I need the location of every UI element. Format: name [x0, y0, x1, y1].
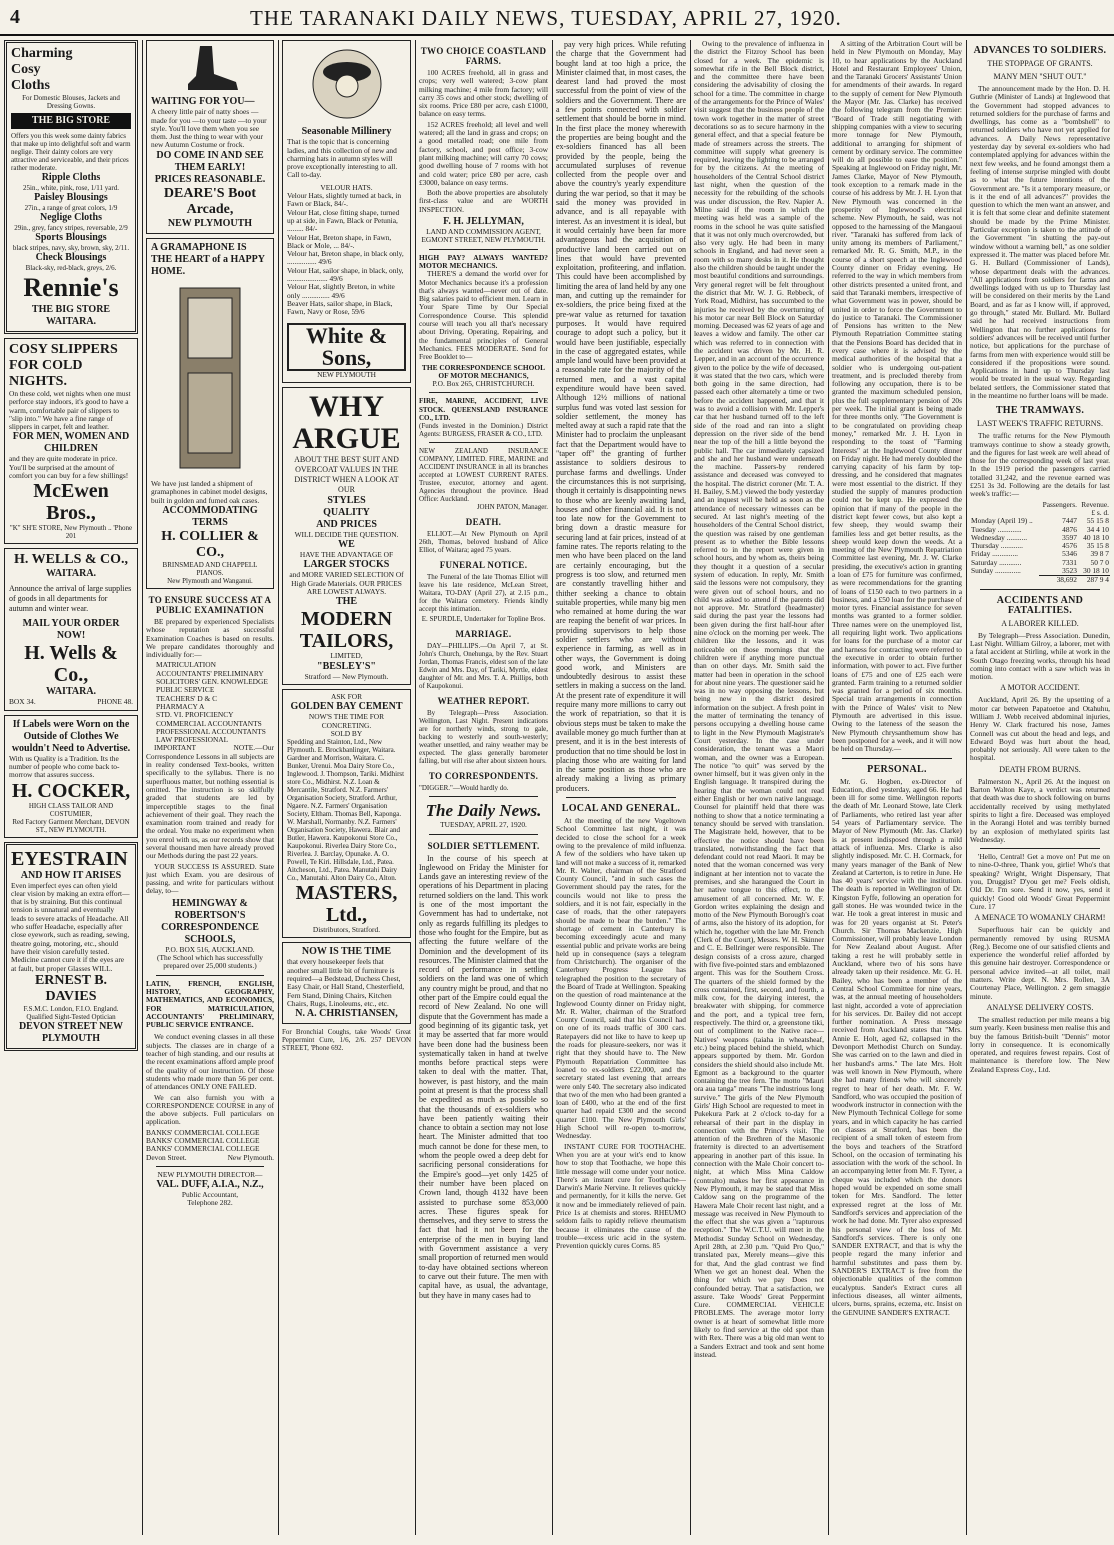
- analyse-text: The smallest reduction per mile means a big sum yearly. Keen business men realise this and buy the famous British-built "Dennis" motor lorry in consequence. It is economically operated, and requires fewest repairs. Cost of maintenance is therefore low. The New Zealand Express Coy., Ltd.: [970, 1014, 1110, 1074]
- column-7: [832, 40, 962, 1535]
- issue-date: TUESDAY, APRIL 27, 1920.: [440, 820, 527, 830]
- wells-brand-2: H. Wells & Co.,: [24, 642, 118, 687]
- correspondents-head: TO CORRESPONDENTS.: [428, 771, 539, 782]
- correspondents-text: "DIGGER."—Would hardly do.: [419, 784, 509, 793]
- exam-item: ACCOUNTANTS' PRELIMINARY: [156, 668, 264, 678]
- banks-line: BANKS' COMMERCIAL COLLEGE: [146, 1144, 260, 1154]
- local-general-head: LOCAL AND GENERAL.: [561, 803, 681, 815]
- cement-list: Spedding and Stainton, Ltd., New Plymouth. E. Brockbanlinger, Waitara. Gardner and Morrison, Waitara. C. Bunker, Urenui. Moa Dairy Store Co., Inglewood. J. Thompson, Tariki. Midhirst store Co., Midhirst. N.Z. Loan & Mercantile, Stratford. N.Z. Farmers' Organisation Society, Stratford. Arthur, Ngaere. N.Z. Farmers' Organisation Society, Eltham. Thomas Bell, Kaponga. W. Marshall, Normanby. N.Z. Farmers' Organisation Society, Hawera. Blair and Butler, Hawera. Kaupokonui Store Co., Kaupokonui. Riverlea Dairy Store Co., Riverlea. J. Barclay, Opunake. A. O. Powell, Te Kiri. Hillsdale, Ltd., Patea. Aitcheson, Ltd., Patea. Manutahi Dairy Co., Manutahi. Alton Dairy Co., Alton.: [287, 738, 405, 883]
- traffic-table: [970, 501, 1110, 585]
- velour-list: [287, 192, 406, 316]
- cell: 34 4 10: [1086, 524, 1109, 534]
- divider: [429, 796, 538, 797]
- page-number: 4: [10, 6, 20, 28]
- queensland-sub: (Funds invested in the Dominion.) District Agents: BURGESS, FRASER & CO., LTD.: [419, 422, 548, 439]
- col3-footer: For Bronchial Coughs, take Woods' Great Peppermint Cure, 1/6, 2/6. 257 DEVON STREET, 'Phone 692.: [282, 1028, 411, 1053]
- millinery-text: That is the topic that is concerning ladies, and this collection of new and charming hats in autumn styles will prove exceptionally interesting to all. Call to-day.: [287, 137, 398, 180]
- cell: Monday (April 19) ..: [971, 516, 1033, 526]
- velour-head: VELOUR HATS.: [320, 182, 373, 192]
- eyestrain-sub: AND HOW IT ARISES: [20, 869, 122, 881]
- local-continued-2: A sitting of the Arbitration Court will be held in New Plymouth on Monday, May 10, to hear applications by the Auckland Hotel and Restaurant Employees' Union, and the Taranaki Grocers' Assistants' Union for amendments of their awards. In regard to the supply of cement for New Plymouth the Mayor (Mr. Jas. Clarke) has received the following telegram from the Premier: "Board of Trade still negotiating with shipping companies with a view to securing more tonnage for New Plymouth, additional to arranging for shipment of cement by ordinary service. The committee will do all possible to ease the position." Speaking at Inglewood on Friday night, Mr. James Clarke, Mayor of New Plymouth, took exception to a remark made in the course of his address by Mr. J. H. Lyon that New Plymouth was concerned in the prosperity of Inglewood's electrical scheme. New Plymouth, he said, was not opposed to the harnessing of the Mangaoui river. "Taranaki has suffered from lack of unity among its members of Parliament," remarked Mr. R. G. Smith, M.P., in the course of a short speech at the Inglewood County dinner on Friday evening. He referred to the way in which members from other districts presented a united front, and said that Taranaki members, irrespective of what Government was in power, should be united in order to force the Government to do justice to Taranaki. The Commissioner of Pensions has written to the New Plymouth Repatriation Committee stating that the Pensions Board has decided that in every case where it is advised by the medical authorities of the hospital that a soldier who is undergoing out-patient treatment, and is precluded thereby from following any occupation, there is to be granted the maximum scheduled pension, plus the full supplementary pension of 20s per week. The initial grant is being made for three months only. "The Government is to be congratulated on providing cheap money," remarked Mr. J. H. Lyon in responding to the toast of "Farming Interests" at the Inglewood County dinner on Friday night. He had merely doubled the carrying capacity of his farm by top-dressing, and he considered that magnates were most essential to the district. If they studied the supply of manures production could not be kept up. He expressed the opinion that if many of the people in the district kept fewer cows, but also kept a few sheep, they would swamp their families less and get better results, as the sheep would keep down the weeds. At a meeting of the New Plymouth Repatriation Committee last evening, Mr. J. W. Clarke presiding, the executive's action in granting a loan of £75 for furniture was confirmed, as were recommendations for the granting of loans of £150 each to two partners in a business, and a £50 loan for the purchase of motor tyres. Financial assistance for seven months was granted to a former soldier. Three names were on the unemployed list, all requiring light work. Two applications for loans for the purchase of a motor car and harness for contracting were referred to the executive in order to obtain further information, with power to act. Five further loans of £75 and one of £25 each were granted. Farm training to a returned soldier was granted for a period of six months. Special train arrangements in connection with the Prince of Wales' visit to New Plymouth are advertised in this issue. Owing to the lateness of the season the New Plymouth chrysanthemum show has been postponed for a week, and it will now be held on Thursday.—: [832, 40, 962, 754]
- menace-text: Superfluous hair can be quickly and permanently removed by using RUSMA (Reg.). Become one of our satisfied clients and experience the wonderful relief afforded by this genuine hair destroyer. Correspondence or personal advice invited—at all toilet, mail matters. Write dept. N. Mrs. Rollen, 3A Courtenay Place, Wellington. 2 gem smaggie minute.: [970, 925, 1110, 1001]
- item-desc: Black-sky, red-black, greys, 2/6.: [25, 264, 117, 272]
- cell: Wednesday ...........: [971, 532, 1028, 542]
- tramways-head: THE TRAMWAYS.: [995, 405, 1085, 417]
- waiting-text: A cheery little pair of natty shoes —made for you —to your taste —to your style. You'll love them when you see them. Just the thing to wear with your new Autumn Costume or frock.: [151, 107, 267, 150]
- farm-1: 100 ACRES freehold, all in grass and crops; very well watered; 3-cow plant milking machine; 4 mile from factory; will carry 35 cows and other stock; dwelling of six rooms. Price £80 per acre, cash £1000, balance on easy terms.: [419, 68, 548, 119]
- masters-sub: Distributors, Stratford.: [312, 925, 381, 935]
- tailors: TAILORS,: [299, 630, 394, 653]
- collier-brand: H. COLLIER & CO.,: [161, 528, 259, 560]
- besley: "BESLEY'S": [317, 660, 376, 672]
- analyse-head: ANALYSE DELIVERY COSTS.: [986, 1002, 1094, 1012]
- duff-tel: Telephone 282.: [187, 1198, 233, 1208]
- cell: 38,692: [1039, 576, 1078, 585]
- personal-head: PERSONAL.: [867, 763, 927, 775]
- duff-name: VAL. DUFF, A.I.A., N.Z.,: [156, 1179, 264, 1191]
- corr-box: P.O. Box 265, CHRISTCHURCH.: [432, 379, 535, 389]
- rennie-town: WAITARA.: [45, 316, 97, 327]
- wells-box: BOX 34.: [9, 697, 36, 707]
- column-8: [970, 40, 1110, 1535]
- undertaker: E. SPURDLE, Undertaker for Topline Bros.: [421, 615, 546, 624]
- funeral-head: FUNERAL NOTICE.: [439, 560, 528, 571]
- town: New Plymouth.: [227, 1152, 274, 1162]
- peppermint-verse: 'Hello, Central! Get a move on! Put me on to nine-O-three, Thank you, girlie! Who's that speaking? Wright, Wright Dispensary, That you, Druggist? D'you get me? Feels oldish, Old Dr. I'm sore. Send it now, yes, send it quickly! Good old Woods' Great Peppermint Cure. 17: [970, 852, 1110, 911]
- why: WHY: [309, 389, 384, 423]
- divider: [156, 975, 264, 976]
- modern: MODERN: [300, 608, 393, 631]
- heming-box: P.O. BOX 516, AUCKLAND.: [165, 944, 255, 954]
- christiansen-ad: [282, 942, 411, 1024]
- boot-icon: [180, 44, 240, 94]
- divider: [429, 392, 538, 393]
- collier-towns: New Plymouth and Wanganui.: [167, 576, 253, 585]
- divider: [842, 758, 952, 759]
- slippers-text: On these cold, wet nights when one must perforce stay indoors, it's good to have a warm, comfortable pair of slippers to "slip into." We have a fine range of slippers in carpet, felt and leather.: [9, 389, 131, 432]
- cell: 3523: [1062, 566, 1077, 576]
- exam-item: PROFESSIONAL ACCOUNTANTS: [156, 726, 266, 736]
- soldier-continued: pay very high prices. While refuting the charge that the Government had bought land at too high a price, the Minister claimed that, in most cases, the dearest land had proved the most successful from the point of view of the soldiers and the Government. There are a few points connected with soldier settlement that should be borne in mind. In the first place the money wherewith the properties are being bought and the ex-soldiers financed has all been provided by the people, being the accumulated surpluses of revenue collected from the people over and above the country's yearly expenditure during the war period, so that it may be said the money was provided in advance, and is all repayable with interest. As an investment it is ideal, but it would certainly have been far more advantageous had the acquisition of productive land been carried out on lines that would have prevented exploitation, profiteering, and inflation. This could have been accomplished by limiting the area of land held by any one man, and cutting up the remainder for ex-soldiers, the price being fixed at the pre-war value as returned for taxation purposes. It would have required courage to adopt such a policy, but it would have been justifiable, especially in the case of aggregated estates, while ample land would have been provided at a reasonable rate for the majority of the returned men, and a vast capital expenditure would have been saved. Although 12½ millions of national surplus fund was voted last session for soldier settlement, the money has melted away at such a rapid rate that the Minister had to proclaim the unpleasant fact that the Department would have to "taper off" the granting of further assistance to soldiers desirous to purchase farms and dwellings. Under the circumstances this is not surprising, though it certainly is disappointing news to those who are keenly awaiting land, houses and other financial aid. It is not too late now for the Government to bring down a drastic measure for securing land at fair prices, instead of at famine rates. The reports relating to the men who have been placed on the land are certainly encouraging, but the progress is too slow, and returned men are constantly travelling hither and thither seeking a chance to obtain suitable properties, while many big men who remained at home during the war are reaping the benefit of war prices. In providing supervisors to help those soldier settlers who are without experience in farming, as well as in other ways, the Government is doing good work, and Ministers are undoubtedly desirous to assist these settlers in making a success on the land. At the present rate of expenditure it will require many more millions to carry out the work of repatriation, so that it is obvious steps must be taken to make the available money go much further than at present, and it is in the best interests of production that no time should be lost in placing those who are waiting for land in the same position as those who are already making a living as primary producers.: [556, 40, 686, 793]
- item-name: Ripple Cloths: [41, 172, 101, 183]
- ad-subtext: For Domestic Blouses, Jackets and Dressing Gowns.: [22, 94, 120, 110]
- col-header: Revenue.: [1081, 499, 1109, 509]
- jellyman: F. H. JELLYMAN,: [443, 216, 524, 228]
- nz-manager: JOHN PATON, Manager.: [476, 503, 548, 512]
- cocker-sub: HIGH CLASS TAILOR AND COSTUMIER,: [28, 801, 114, 818]
- column-1: [4, 40, 138, 1535]
- deare-town: NEW PLYMOUTH: [167, 217, 253, 229]
- acc3-text: Palmerston N., April 26. At the inquest on Barton Walton Kaye, a verdict was returned that death was due to shock following on burns accidentally received by using methylated spirits to light a fire. Deceased was employed in the Aorangi Hotel and was terribly burned by an explosion of methylated spirits last Wednesday.: [970, 776, 1110, 844]
- slippers-more: and they are quite moderate in price. You'll be surprised at the amount of comfort you can buy for a few shillings!: [9, 454, 129, 481]
- death-text: ELLIOT.—At New Plymouth on April 26th, Thomas, beloved husband of Alice Elliot, of Waitara; aged 75 years.: [419, 530, 548, 555]
- personal-text: Mr. G. Hogben, ex-Director of Education, died yesterday, aged 66. He had been ill for some time. Wellington reports the death of Mr. Leonard Stowe, late Clerk of Parliaments, who retired last year after 54 years of Parliamentary service. The Mayor of New Plymouth (Mr. Jas. Clarke) is at present indisposed through a mild attack of influenza. Mrs. Clarke is also slightly indisposed. Mr. C. H. Cormack, for many years manager of the Bank of New Zealand at Carterton, is to retire in June. He has 40 years' service with the institution. The death is reported in Wellington of Dr. Kingston Fyffe, following an operation for gall stones. He was wounded twice in the war. He took a great interest in music and was for 20 years organist at St. Peter's Church. Sir Thomas Mackenzie, High Commissioner, will probably leave London for New Zealand about August. After taking a rest he will probably settle in Auckland, where two of his sons have already taken up their residence. Mr. G. H. Bailey, who has been a member of the Central School Committee for nine years, was, at the annual meeting of householders last night, accorded a vote of appreciation for his services. Dr. Bailey did not accept further nomination. A Press message received from Auckland states that "Mrs. Annie E. Holt, aged 62, collapsed in the Devonport Methodist Church on Sunday. She was carried on to the lawn and died in her husband's arms." The late Mrs. Holt was well known in New Plymouth, where she had many friends who will sincerely regret to hear of her death. Mr. F. W. Sandford, who was occupied the position of woodwork instructor in connection with the New Plymouth Technical College for some years, and in which capacity he has carried on classes at Stratford, has been the recipient of a small token of esteem from the boys and teachers of the Stratford School, on the occasion of terminating his association with the work of the school. In an accompanying letter from Mr. F. Tyrer, a cheque was included which the donors hoped would be expended on some small token for Mrs. Sandford. The letter expressed regret at the loss of Mr. Sandford's services and appreciation of the work he had done. Mr. Tyrer also expressed his personal view of the loss of Mr. Sandford's services. There is only one SANDER EXTRACT, and that is why the people regard the many inferior and harmful substitutes and pass them by. SANDER'S EXTRACT is free from the objectionable qualities of the common eucalyptus. Sander's Extract cures all infectious diseases, all winter ailments, ulcers, burns, sprains, eczema, etc. Insist on the GENUINE SANDER'S EXTRACT.: [832, 776, 962, 1317]
- big-store-banner: THE BIG STORE: [11, 113, 131, 129]
- marriage-head: MARRIAGE.: [455, 629, 512, 640]
- item-name: Neglige Cloths: [40, 212, 102, 223]
- local-continued: Owing to the prevalence of influenza in the district the Fitzroy School has been closed for a week. The epidemic is somewhat rife in the Bell Block district, and the committee there have been considering the advisability of closing the school for a time. The committee in charge of the arrangements for the Prince of Wales' visit suggest that the business people of the town work together in the matter of street decorations so as to secure harmony in the general effect, and that a special feature be made of streamers across the streets. The committee will supply what greenery is required, leaving the lighting to be arranged for by the citizens. At the meeting of householders of the Central School district last night, when the question of the necessity for the rebuilding of the schools was under discussion, the Rev. Napier A. Milne said if the room in which the meeting was held was a sample of the rooms in the school he was quite satisfied that it was not only much overcrowded, but also very ugly. He had been in many schools in England, and had never seen a room with so many desks in it. He thought also the children should be taught under the most beautiful conditions and surroundings. Very general regret will be felt throughout the district that Mr. W. J. G. Rebbeck, of York Road, Midhirst, has succumbed to the injuries he received by the overturning of his motor car near Bell Block on Saturday morning. Deceased was 62 years of age and leaves a widow and family. The other car which was referred to in connection with the accident was driven by Mr. H. R. Lepper, and in an account of the occurrence given to the police by the wife of deceased, it was stated that the two cars, which were both going in the same direction, had passed each other alternately a time or two before the accident happened, and that it was to avoid a collision with Mr. Lepper's car that her husband turned off to the left side of the road and ran into a slight depression on the river side of the bend near the top of the hill a little beyond the public hall. The car immediately capsized and she and her husband were underneath the machine. Passers-by rendered assistance and deceased was conveyed to the hospital. The district coroner (Mr. T. A. H. Bailey, S.M.) viewed the body yesterday and an inquest will be held as soon as the attendance of necessary witnesses can be secured. At last night's meeting of the householders of the Central School district, the question was raised by one gentleman present as to whether the Bible lessons referred to in the report were given in school hours, and by whom as, theirs being they thought it a question of a secular system of education. In reply, Mr. Smith said the lessons were not compulsory, they were given out of school hours, and no child was asked to attend if the parents did not approve. Mr. Stratford (headmaster) said during the past year the lessons had been given during the first half-hour after nine o'clock on the morning per week. The children like the lessons, and it was noticeable on those mornings that the children were if anything more punctual than on other days. Mr. Smith said the matter had been in operation in the school for about nine years. The questioner said he was in no way opposing the lessons, but being new in the district desired information on the subject. A fresh point in the matter of terminating the tenancy of persons occupying a dwelling house came to light in the New Plymouth Magistrate's Court yesterday. In the case under consideration, the tenant was a Maori woman, and the owner was a European. The notice "to quit" was served by the owner himself, but it was given only in the English language. It transpired during the hearing that the woman could not read either English or her own native language. Counsel for plaintiff held that there was nothing to show that a notice terminating a tenancy should be served with translation. The Magistrate held, however, that to be effective the notice should have been translated, notwithstanding the fact that defendant could not read Maori. It may be noted that the woman concerned was very indignant at her intention not to vacate the premises, and she harangued the Court in her native tongue to this effect, to the amusement of all concerned. Mr. W. F. Gordon writes explaining the design and motto of the New Plymouth Borough's coat of arms, also the history of its adoption, for which he, together with the late Mr. French (Clerk of the Court), Messrs. W. H. Skinner and C. E. Bellringer were responsible. The design consists of a cross azure, charged with five five-pointed stars and emblazoned argent. This was for the Southern Cross. The quarters of the shield formed by the cross contained, first, second, and fourth, a milk cow, for the dairying interest, the breakwater with shipping, for commerce and the port, and a typical tree fern, respectively. The third or, a greenstone tiki, out of compliment to the Native race—Natives' weapons (taiaha in wheatsheaf, etc.) being placed behind the shield, which appears supported by them. Mr. Gordon considers the shield should also include Mt. Egmont as a background to the quarter containing the tree fern. The motto "Mauri ora aua tanga" means "The industrious long survive." The girls of the New Plymouth Girls' High School are requested to meet in Pukekura Park at 2 o'clock to-day for a rehearsal of their part in the display in connection with the Prince's visit. The attention of the Brethren of the Masonic fraternity is directed to an advertisement appearing in another part of this issue. In connection with the Male Choir concert to-night, at which Miss Mina Caldow (contralto) makes her first appearance in New Plymouth, it may be stated that Miss Caldow sang on the programme of the Hawera Male Choir recent last night, and a message was received in New Plymouth to the effect that she was given a "rapturous reception." The W.C.T.U. will meet in the Methodist Sunday School on Wednesday, April 28th, at 2.30 p.m. "Quid Pro Quo," translated pax, Merely means—give this for that, And the glad contrast we find When we get an honest deal. When the thing for which we pay Does not confounded betray. That a satisfaction, we assure. Take Woods' Great Peppermint Cure. COMMERCIAL VEHICLE PROBLEMS. The average motor lorry owner is at heart of somewhat little more likely to find service at the old spot than with Rex. There was a big old man went to a Sanders Extract and took and sent home instead.: [694, 40, 824, 1359]
- exam-item: SOLICITORS' GEN. KNOWLEDGE: [156, 677, 268, 687]
- pay-text: THERE'S a demand the world over for Motor Mechanics because it's a profession that's always wanted—never out of date. Big salaries paid to efficient men. Learn in Your Spare Time by Our Special Correspondence Course. This splendid course will teach you all that's necessary about Driving, Operating, Repairing, and the fundamental principles of General Mechanics. FEES MODERATE. Send for Free Booklet to—: [419, 269, 548, 362]
- gramophone-ad: [146, 238, 274, 589]
- collier-sub: BRINSMEAD AND CHAPPELL PIANOS.: [162, 560, 258, 577]
- cell: 55 15 8: [1086, 516, 1109, 526]
- decide: WILL DECIDE THE QUESTION.: [294, 529, 399, 539]
- cell: 35 15 8: [1086, 541, 1109, 551]
- eyestrain-ad: [4, 842, 138, 1051]
- item-desc: 27in., a range of great colors, 1/9: [24, 204, 118, 212]
- advances-text: The announcement made by the Hon. D. H. Guthrie (Minister of Lands) at Inglewood that the Government had stopped advances to returned soldiers for the purchase of farms and dwellings, has come as a "bombshell" to returned soldiers who have not yet applied for advances. A Daily News representative yesterday day by several ex-soldiers who had contemplated applying for advances within the next few weeks, and he found amongst them a feeling of intense surprise mingled with doubt as to what the future intentions of the Government are. "Is it a temporary measure, or is it the end of all advances?" provides the question to which the men want an answer, and it is felt that some clear and definite statement should be made by the Prime Minister. Particular exception is taken to the attitude of the Government "in shutting the pay-out window without a warning bell," as one soldier expressed it. The matter was placed before Mr. G. H. Bullard (Commissioner of Lands), whose department deals with the advances. "All applications from soldiers for farms and dwellings lodged with us up to Thursday last will be considered on their merits by the Land Board, and as far as I know will, if approved, go through," stated Mr. Bullard. Mr. Bullard said he had received instructions from Wellington that no further applications for soldiers' advances will be received until further notice, but applications for the purchase of farms from men with experience would still be considered if the propositions were sound. Applications in hand up to Thursday last would be treated in the usual way. Regarding belated settlers, the Commissioner stated that in the meantime no further loans will be made.: [970, 84, 1110, 400]
- eyestrain-head: EYESTRAIN: [11, 847, 128, 870]
- masthead: [0, 0, 1114, 36]
- gramophone-icon: [170, 278, 250, 478]
- slippers-head: COSY SLIPPERS FOR COLD NIGHTS.: [9, 342, 118, 389]
- divider: [980, 848, 1100, 849]
- divider: [429, 442, 538, 443]
- table-total-row: [970, 576, 1110, 585]
- column-2: [146, 40, 274, 1535]
- soldier-text: In the course of his speech at Inglewood on Friday the Minister for Lands gave an interesting review of the operations of his Department in placing returned soldiers on the land. This work is one of the most important the Government has had to undertake, not only as regards fulfilling its pledges to those who fought for the Empire, but as affecting the future welfare of the Dominion and the development of its resources. The Minister claimed that the record of performance in settling soldiers on the land was one of which any country might be proud, and that no other part of the Empire could equal the record of New Zealand. No one will dispute that the Government has made a good beginning of its gigantic task, yet it may be asserted that far more would have been done had the business been systematically taken in hand at twelve months before practical steps were taken to deal with the matter. That, however, is past history, and the main point at present is that the process shall be expedited as much as possible so that the thousands of ex-soldiers who have been patiently waiting their chance to obtain a section may not lose heart. The Minister admitted that too much cannot be done for these men, to whom the people owed a deep debt for sacrificing personal considerations for the Empire's good—yet only 1425 of their number have been placed on Crown land, though 4132 have been assisted to purchase some 853,000 acres. These figures speak for themselves, and they serve to stress the fact that had it not been for the enterprise of the men in buying land with Government assistance a very small proportion of returned men would to-day have obtained sections whereon to carve out their future. The men with capital have, as usual, the advantage, but they have in many cases had to: [419, 853, 548, 1300]
- christiansen-brand: N. A. CHRISTIANSEN,: [295, 1008, 398, 1020]
- cell: 5346: [1062, 549, 1077, 559]
- corr-school: THE CORRESPONDENCE SCHOOL OF MOTOR MECHANICS,: [421, 362, 546, 380]
- item-desc: 25in., white, pink, rose, 1/11 yard.: [23, 184, 119, 192]
- labels-head: If Labels were Worn on the Outside of Clothes We wouldn't Need to Advertise.: [11, 718, 131, 754]
- velour-item: Velour Hats, slightly turned at back, in Fawn or Black, 84/-.: [287, 191, 402, 209]
- rennie-sub: THE BIG STORE: [31, 304, 111, 315]
- deare-brand: DEARE'S Boot Arcade,: [163, 185, 257, 217]
- exam-item: MATRICULATION: [156, 660, 216, 670]
- latin-corr: We can also furnish you with a CORRESPONDENCE COURSE in any of the above subjects. Full particulars on application.: [146, 1092, 274, 1127]
- white-town: NEW PLYMOUTH: [317, 369, 376, 379]
- exam-item: PHARMACY A: [156, 701, 205, 711]
- latin-head: LATIN, FRENCH, ENGLISH, HISTORY, GEOGRAPHY, MATHEMATICS, AND ECONOMICS, FOR MATRICULATION, ACCOUNTANTS' PRELIMINARY, PUBLIC SERVICE ENTRANCE.: [146, 978, 274, 1030]
- davies-brand: ERNEST B. DAVIES: [34, 972, 108, 1004]
- banks-line: BANKS' COMMERCIAL COLLEGE: [146, 1136, 260, 1145]
- velour-item: Velour Hat, close fitting shape, turned up at side, in Fawn, Black or Petunia, ......... 84/-: [287, 207, 400, 234]
- styles: STYLES: [327, 494, 366, 506]
- exam-assured: YOUR SUCCESS IS ASSURED. State just which Exam. you are desirous of passing, and write for particulars without delay, to—: [146, 861, 274, 896]
- local-text: At the meeting of the new Vogeltown School Committee last night, it was decided to close the school for a week owing to the prevalence of mild influenza. A few of the soldiers who have taken up land will not make a success of it, remarked Mr. R. Walter, chairman of the Stratford County Council, "and in such cases the Government should pay the rates, for the councils would not like to press the soldiers, and it is not fair, especially in the case of roads, that the other ratepayers should be made to bear the burden." The shortage of cement in Canterbury is becoming exceedingly acute and many essential public and private works are being held up in consequence (says a telegram from Christchurch). The organiser of the Canterbury Progress League has telegraphed the position to the secretary of the Board of Trade at Wellington. Speaking on the question of road maintenance at the Inglewood County dinner on Friday night, Mr. R. Walter, chairman of the Stratford County Council, said that his Council had on one of its roads traffic of 300 cars. Ratepayers did not like to have to keep up the roads for pleasure-seekers, nor was it right that they should have to. The New Plymouth Repatriation Committee has loaned to ex-soldiers £22,000, and the secretary stated last evening that arrears were only £40. The secretary also indicated that two of the men who had been granted a loan of £400, who at the end of the first quarter had repaid £300 and the second quarter £100. The New Plymouth Girls' High School will re-open to-morrow, Wednesday.: [556, 816, 686, 1141]
- weather-text: By Telegraph—Press Association. Wellington, Last Night. Present indications are for northerly winds, strong to gale, backing to westerly and south-westerly; weather unsettled, and rainy weather may be expected. The glass generally barometer falling, but will rise after about sixteen hours.: [419, 709, 548, 766]
- duff-ad: [146, 1171, 274, 1208]
- duff-sub: Public Accountant,: [181, 1190, 239, 1200]
- cement-brand: GOLDEN BAY CEMENT: [290, 701, 403, 713]
- divider: [980, 589, 1100, 590]
- lady-portrait-icon: [312, 44, 382, 124]
- col5-footer: INSTANT CURE FOR TOOTHACHE. When you are at your wit's end to know how to stop that Toothache, we hope this little message will come under your notice. There's an instant cure for Toothache—Darwin's Marie Nervine. It relieves quickly and permanently, for it kills the nerve. Get it now and be immediately relieved of pain. Price 1s at chemists and stores. RHEUMO seldom fails to rapidly relieve rheumatism because it eliminates the cause of the trouble—excess uric acid in the system. Prevention quickly cures Corns. 85: [556, 1141, 686, 1251]
- rennie-brand: Rennie's: [23, 273, 119, 302]
- selection: and MORE VARIED SELECTION Of High Grade Materials. OUR PRICES ARE LOWEST ALWAYS.: [289, 570, 404, 597]
- larger: LARGER STOCKS: [303, 559, 390, 571]
- column-4: [419, 40, 548, 1535]
- divider: [429, 834, 538, 835]
- exam-list: [146, 661, 274, 744]
- latin-text: We conduct evening classes in all these subjects. The classes are in charge of a teacher of high standing, and our results at the recent examinations afford ample proof of the quality of our instruction. Of those students who made more than 56 per cent. of attendances ONLY ONE FAILED.: [146, 1032, 274, 1092]
- heming-note: (The School which has successfully prepared over 25,000 students.): [157, 953, 263, 971]
- advances-sub: THE STOPPAGE OF GRANTS.: [987, 59, 1093, 68]
- cell: Thursday ............: [971, 541, 1023, 551]
- velour-item: Velour Hat, sailor shape, in black, only, ...................... 49/6: [287, 265, 404, 284]
- slippers-ad: [4, 338, 138, 544]
- gram-head: A GRAMAPHONE IS THE HEART of a HAPPY HOME.: [151, 241, 265, 277]
- weather-head: WEATHER REPORT.: [437, 696, 530, 707]
- wells-brand: H. WELLS & CO.,: [13, 552, 129, 568]
- jellyman-sub: LAND AND COMMISSION AGENT, EGMONT STREET, NEW PLYMOUTH.: [421, 227, 546, 245]
- exam-text: BE prepared by experienced Specialists whose reputation as successful Examination Coaches is based on results. We prepare candidates thoroughly and individually for:—: [146, 616, 274, 660]
- item-name: Check Blousings: [35, 252, 107, 263]
- cosy-line: Cosy: [11, 62, 41, 77]
- column-rule: [142, 40, 143, 1535]
- advances-sub-2: MANY MEN "SHUT OUT.": [993, 72, 1087, 81]
- labels-text: With us Quality is a Tradition. Its the number of people who come back to-morrow that assures success.: [9, 753, 120, 780]
- masters-brand: MASTERS, Ltd.,: [295, 882, 398, 927]
- deare-ad: [146, 40, 274, 234]
- velour-item: Velour hat, Breton shape, in black only, ................ 49/6: [287, 249, 404, 267]
- acc3-head: DEATH FROM BURNS.: [999, 764, 1081, 774]
- soldier-head: SOLDIER SETTLEMENT.: [427, 840, 540, 851]
- exam-item: LAW PROFESSIONAL: [156, 735, 229, 745]
- daily-news-nameplate: The Daily News.: [425, 801, 542, 821]
- director: NEW PLYMOUTH DIRECTOR—: [157, 1169, 263, 1179]
- divider: [156, 1166, 264, 1167]
- cell: 50 7 0: [1090, 557, 1109, 567]
- cocker-brand: H. COCKER,: [11, 779, 131, 802]
- tramways-text: The traffic returns for the New Plymouth tramways continue to show a steady growth, and the figures for last week are well ahead of those for the corresponding week of last year. In the 1919 period the passengers carried totalled 31,242, and the revenue earned was £251 3s 3d. Following are the details for last week's traffic:—: [970, 431, 1110, 499]
- banks-address: [146, 1154, 274, 1162]
- check-item: [11, 252, 131, 272]
- cement-sub: NOW'S THE TIME FOR CONCRETING.: [308, 712, 385, 730]
- cell: 4576: [1062, 541, 1077, 551]
- wells-phone: PHONE 48.: [97, 697, 133, 707]
- farm-2: 152 ACRES freehold; all level and well watered; all the land in grass and crops; on a good metalled road; one mile from factory, school, and post office; 3-cow plant milking machine; will carry 70 cows; good dwelling house of 7 rooms with hot and cold water; price £80 per acre, cash £3000, balance on easy terms.: [419, 119, 548, 187]
- wells-text: Announce the arrival of large supplies of goods in all departments for autumn and winter wear.: [9, 584, 132, 614]
- col-header: Passengers.: [1042, 499, 1077, 509]
- cell: 40 18 10: [1083, 532, 1109, 542]
- advances-head: ADVANCES TO SOLDIERS.: [973, 45, 1107, 56]
- exam-note: IMPORTANT NOTE.—Our Correspondence Lessons in all subjects are in reality condensed Text-books, written specifically to the syllabus. There is no superfluous matter, but nothing essential is omitted. The instruction is so skilfully graded that students are led by imperceptible stages to the final achievement of their goal. They reach the examination room trained and ready for the ordeal. You make no experiment when you enrol with us, as our records show that several thousand men have already proved our Methods during the past 22 years.: [146, 743, 274, 861]
- banks-ad: [146, 980, 274, 1162]
- col-header: £ s. d.: [1091, 507, 1109, 517]
- menace-head: A MENACE TO WOMANLY CHARM!: [974, 913, 1106, 923]
- exam-item: STD. VI. PROFICIENCY: [156, 710, 234, 720]
- we: WE: [338, 539, 355, 551]
- davies-sub: F.S.M.C. London, F.I.O. England. Qualified Sight-Tested Optician: [23, 1004, 119, 1021]
- mcewen-brand: McEwen Bros.,: [33, 480, 109, 525]
- mcewen-sub: "K" SH'E STORE, New Plymouth .. 'Phone 201: [9, 524, 133, 541]
- column-rule: [966, 40, 967, 1535]
- mail-order: MAIL YOUR ORDER NOW!: [22, 618, 120, 642]
- banks-line: BANKS' COMMERCIAL COLLEGE: [146, 1127, 260, 1137]
- velour-item: Velour Hat, Breton shape, in Fawn, Black or Mole, ... 84/-.: [287, 232, 392, 250]
- argue-text: ABOUT THE BEST SUIT AND OVERCOAT VALUES IN THE DISTRICT WHEN A LOOK AT OUR: [294, 454, 399, 494]
- eyestrain-text: Even imperfect eyes can often yield clear vision by making an extra effort—that is by straining. But this continual tension is unnatural and eventually leads to severe attacks of Headache. All who suffer Headache, especially after close eyework, such as reading, sewing, theatre going, motoring, etc., should have their vision carefully tested. Medicine cannot cure it if the eyes are at fault, but proper Glasses WILL.: [11, 880, 130, 973]
- ad-body: Offers you this week some dainty fabrics that make up into delightful soft and warm neglige. Their dainty colors are very attractive and serviceable, and their prices rather moderate.: [11, 132, 131, 172]
- marriage-text: DAY—PHILLIPS.—On April 7, at St. John's Church, Onehunga, by the Rev. Stuart Jordan, Thomas Francis, eldest son of the late Edwin and Mrs. Day, of Tariki, Myrtle, eldest daughter of Mr. and Mrs. T. A. Phillips, both of Kaupokonui.: [419, 642, 548, 691]
- column-rule: [690, 40, 691, 1535]
- cocker-addr: Red Factory Garment Merchant, DEVON ST., NEW PLYMOUTH.: [12, 817, 130, 834]
- waiting-come: DO COME IN AND SEE THEM EARLY!: [156, 149, 264, 173]
- neglige-item: [11, 212, 131, 232]
- cell: 4876: [1062, 524, 1077, 534]
- item-desc: black stripes, navy, sky, brown, sky, 2/11.: [12, 244, 130, 252]
- waiting-head: WAITING FOR YOU—: [151, 96, 255, 108]
- gram-terms: ACCOMMODATING TERMS: [162, 504, 258, 528]
- column-5: [556, 40, 686, 1535]
- tramways-sub: LAST WEEK'S TRAFFIC RETURNS.: [977, 419, 1103, 429]
- column-rule: [415, 40, 416, 1535]
- divider: [566, 797, 676, 798]
- acc1-text: By Telegraph—Press Association. Dunedin, Last Night. William Gilroy, a laborer, met with a fatal accident at Stirling, while at work in the South Otago freezing works, through his head coming into contact with a saw which was in motion.: [970, 630, 1110, 682]
- gram-text: We have just landed a shipment of gramaphones in cabinet model designs, built in golden and fumed oak cases.: [151, 479, 268, 505]
- column-3: [282, 40, 411, 1535]
- now-text: that every housekeeper feels that another small little bit of furniture is required—a Bedstead, Duchess Chest, Easy Chair, or Hall Stand, Chesterfield, Fern Stand, Dining Chairs, Kitchen Chairs, Rugs, Linoleums, etc., etc.: [287, 957, 405, 1008]
- wells-ad-1: [4, 548, 138, 710]
- exam-item: PUBLIC SERVICE: [156, 685, 215, 695]
- street: Devon Street.: [146, 1152, 187, 1162]
- paisley-item: [11, 192, 131, 212]
- quality: QUALITY: [323, 506, 370, 518]
- cell: 30 18 10: [1083, 566, 1109, 576]
- cell: 287 9 4: [1078, 576, 1110, 585]
- argue: ARGUE: [292, 421, 401, 455]
- velour-item: Beaver Hats, sailor shape, in Black, Fawn, Navy or Rose, 59/6: [287, 298, 393, 317]
- advantage: HAVE THE ADVANTAGE OF: [299, 550, 394, 560]
- sports-item: [11, 232, 131, 252]
- cement-ask: ASK FOR: [330, 691, 362, 701]
- farms-head: TWO CHOICE COASTLAND FARMS.: [420, 46, 547, 66]
- cell: 7447: [1062, 516, 1077, 526]
- item-name: Sports Blousings: [35, 232, 107, 243]
- heming-brand: HEMINGWAY & ROBERTSON'S CORRESPONDENCE SCHOOLS,: [161, 897, 259, 945]
- newspaper-title: THE TARANAKI DAILY NEWS, TUESDAY, APRIL 27, 1920.: [250, 6, 842, 30]
- cloths-line: Cloths: [11, 78, 50, 93]
- charming-line: Charming: [11, 46, 73, 61]
- cell: 3597: [1062, 532, 1077, 542]
- wells-contact: [9, 698, 133, 706]
- wells-town: WAITARA.: [45, 568, 97, 580]
- modern-tailors-ad: [282, 387, 411, 685]
- item-name: Paisley Blousings: [34, 192, 108, 203]
- acc2-head: A MOTOR ACCIDENT.: [1000, 683, 1080, 693]
- nz-insurance: NEW ZEALAND INSURANCE COMPANY, LIMITED. FIRE, MARINE and ACCIDENT INSURANCE in all its branches accepted at LOWEST CURRENT RATES. Trustee, executor, attorney and agent. Agencies throughout the province. Head Office: Auckland.: [419, 447, 548, 504]
- velour-item: Velour Hat, slightly Breton, in white only ............... 49/6: [287, 282, 395, 300]
- besley-towns: Stratford — New Plymouth.: [304, 671, 389, 681]
- cement-ad: [282, 689, 411, 938]
- exam-item: TEACHERS' D & C: [156, 693, 218, 703]
- now-head: NOW IS THE TIME: [301, 946, 392, 958]
- column-rule: [278, 40, 279, 1535]
- white-brand: White & Sons,: [287, 323, 406, 371]
- pay-question: HIGH PAY? ALWAYS WANTED? MOTOR MECHANICS.: [419, 252, 548, 270]
- exam-head: TO ENSURE SUCCESS AT A PUBLIC EXAMINATION: [148, 594, 272, 615]
- farm-note: Both the above properties are absolutely first-class value and are WORTH INSPECTION.: [419, 188, 548, 214]
- prices: AND PRICES: [316, 518, 377, 530]
- exam-ad: [146, 595, 274, 971]
- ripple-item: [11, 172, 131, 192]
- wells-town-2: WAITARA.: [45, 686, 97, 698]
- millinery-head: Seasonable Millinery: [301, 126, 392, 138]
- davies-addr: DEVON STREET NEW PLYMOUTH: [18, 1020, 124, 1044]
- accidents-head: ACCIDENTS AND FATALITIES.: [996, 594, 1084, 616]
- cell: Friday ..............: [971, 549, 1019, 559]
- column-rule: [828, 40, 829, 1535]
- cocker-ad: [4, 715, 138, 838]
- cell: 7331: [1062, 557, 1077, 567]
- exam-item: COMMERCIAL ACCOUNTANTS: [156, 718, 262, 728]
- divider: [429, 249, 538, 250]
- funeral-text: The Funeral of the late Thomas Elliot will leave his late residence, McLean Street, Waitara, TO-DAY (April 27), at 2.15 p.m., for the Waitara cemetery. Friends kindly accept this intimation.: [419, 573, 548, 614]
- the: THE: [335, 596, 358, 608]
- limited: LIMITED,: [330, 651, 363, 661]
- cell: 39 8 7: [1090, 549, 1109, 559]
- column-6: [694, 40, 824, 1535]
- item-desc: 29in., grey, fancy stripes, reversable, 2/9: [14, 224, 128, 232]
- cell: Saturday ............: [971, 557, 1022, 567]
- cell: Tuesday .............: [971, 524, 1022, 534]
- acc1-head: A LABORER KILLED.: [1001, 618, 1079, 628]
- column-rule: [552, 40, 553, 1535]
- queensland: FIRE, MARINE, ACCIDENT, LIVE STOCK. QUEENSLAND INSURANCE CO., LTD.: [419, 397, 548, 422]
- cement-sold: SOLD BY: [330, 728, 363, 738]
- big-store-ad: [4, 40, 138, 334]
- acc2-text: Auckland, April 26. By the upsetting of a motor car between Papatoetoe and Otahuhu, William J. Webb received abdominal injuries, Henry W. Clark fractured his nose, James Connell was cut about the head and legs, and Edward Boyd was hurt about the head, probably not seriously. All were taken to the hospital.: [970, 695, 1110, 763]
- slippers-for: FOR MEN, WOMEN AND CHILDREN: [12, 431, 130, 455]
- death-head: DEATH.: [465, 517, 502, 528]
- white-sons-ad: [282, 40, 411, 383]
- waiting-prices: PRICES REASONABLE.: [154, 173, 266, 185]
- table-header: [970, 501, 1110, 509]
- cell: Sunday ..............: [971, 566, 1021, 576]
